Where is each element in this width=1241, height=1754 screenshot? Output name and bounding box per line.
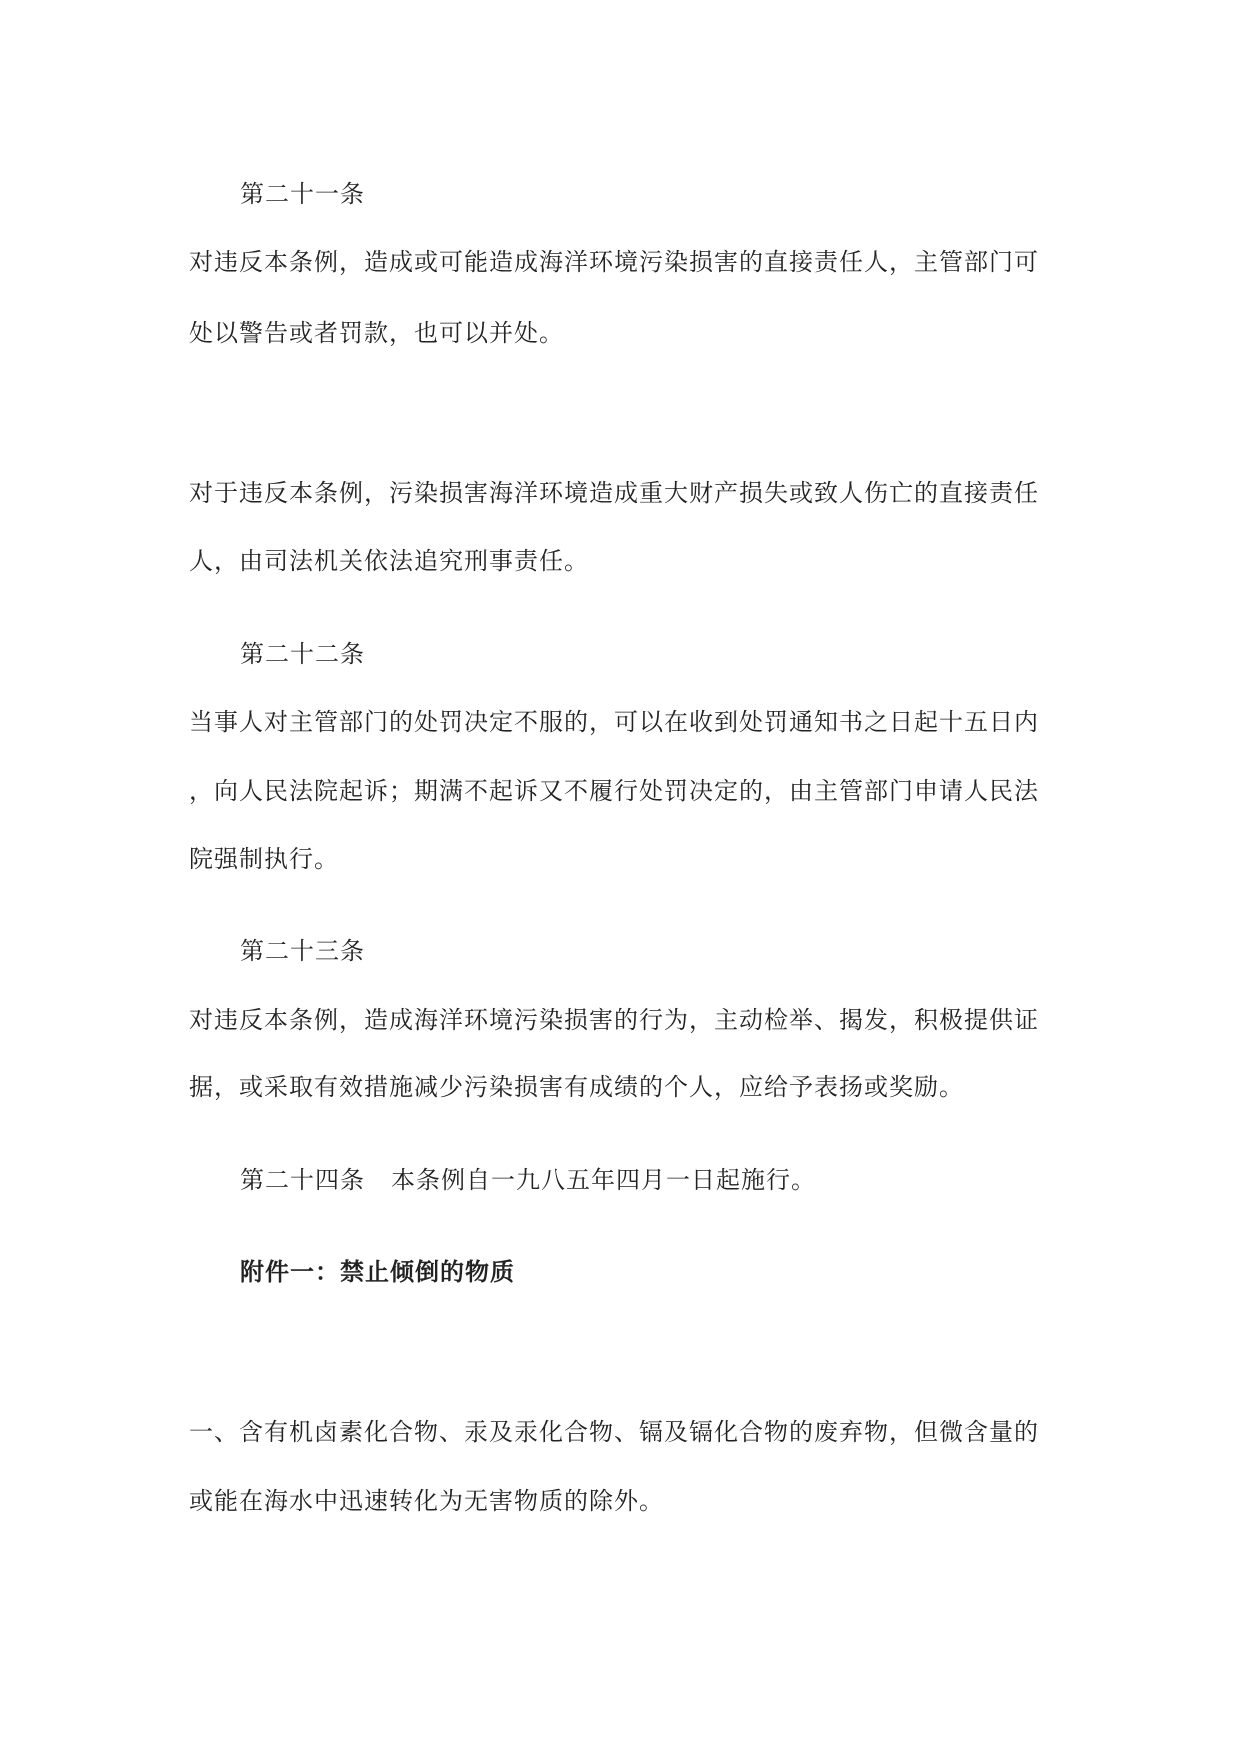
article-24 — [240, 1164, 816, 1196]
article-24-heading: 第二十四条 — [240, 1166, 365, 1194]
article-23-line-2: 据，或采取有效措施减少污染损害有成绩的个人，应给予表扬或奖励。 — [189, 1073, 964, 1101]
article-21-paragraph-2-line-1: 对于违反本条例，污染损害海洋环境造成重大财产损失或致人伤亡的直接责任 — [189, 479, 1039, 507]
article-22-line-1: 当事人对主管部门的处罚决定不服的，可以在收到处罚通知书之日起十五日内 — [189, 708, 1039, 736]
article-21-paragraph-1-line-1: 对违反本条例，造成或可能造成海洋环境污染损害的直接责任人，主管部门可 — [189, 248, 1039, 276]
annex-1-item-1-line-2: 或能在海水中迅速转化为无害物质的除外。 — [189, 1487, 664, 1515]
article-22-heading: 第二十二条 — [240, 640, 365, 668]
article-21-paragraph-2-line-2: 人，由司法机关依法追究刑事责任。 — [189, 547, 589, 575]
article-22-line-2: ，向人民法院起诉；期满不起诉又不履行处罚决定的，由主管部门申请人民法 — [189, 777, 1039, 805]
article-21-paragraph-1-line-2: 处以警告或者罚款，也可以并处。 — [189, 319, 564, 347]
annex-1-title: 附件一：禁止倾倒的物质 — [240, 1258, 515, 1286]
annex-1-item-1-line-1: 一、含有机卤素化合物、汞及汞化合物、镉及镉化合物的废弃物，但微含量的 — [189, 1418, 1039, 1446]
article-23-heading: 第二十三条 — [240, 937, 365, 965]
article-22-line-3: 院强制执行。 — [189, 845, 339, 873]
article-23-line-1: 对违反本条例，造成海洋环境污染损害的行为，主动检举、揭发，积极提供证 — [189, 1006, 1039, 1034]
article-21-heading: 第二十一条 — [240, 180, 365, 208]
article-24-text: 本条例自一九八五年四月一日起施行。 — [391, 1166, 816, 1194]
